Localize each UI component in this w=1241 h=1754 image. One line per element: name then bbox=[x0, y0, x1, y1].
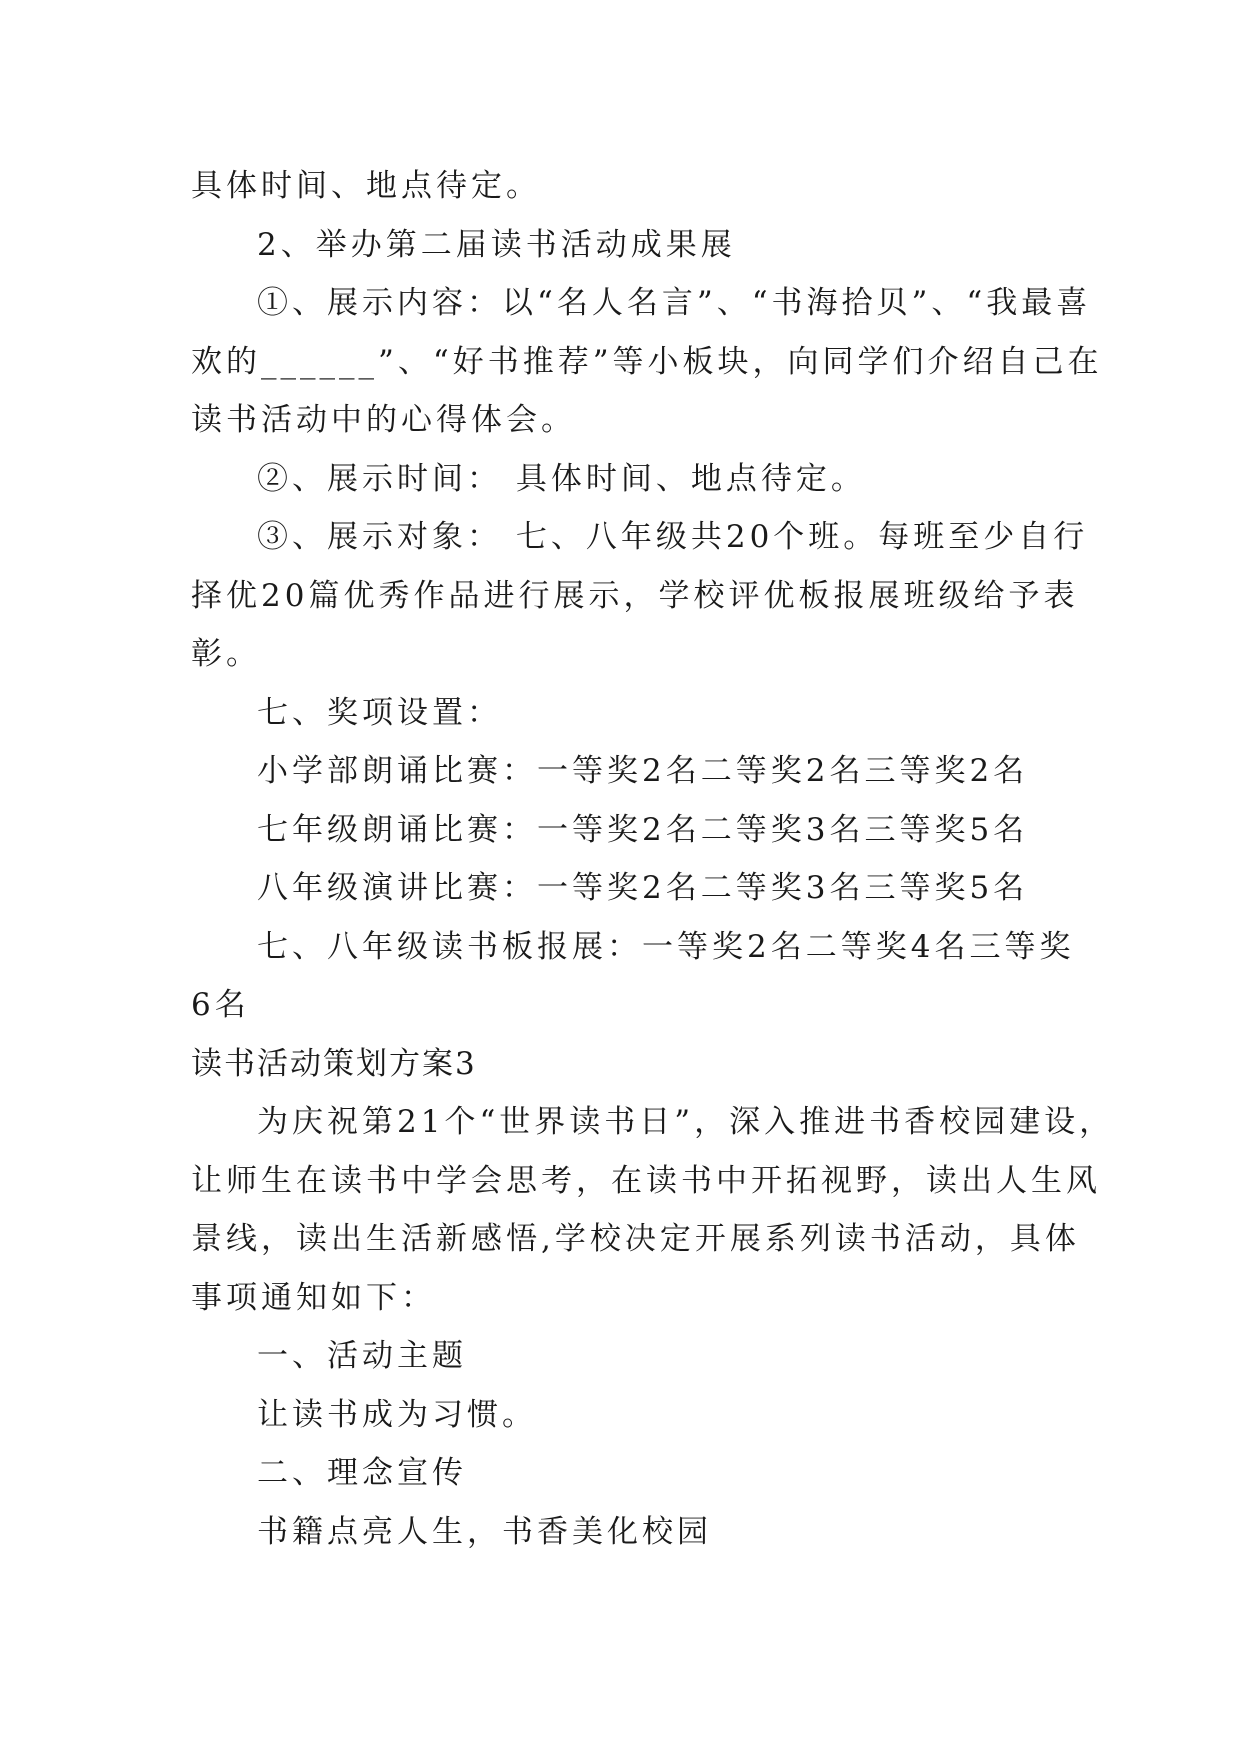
text-line: 为庆祝第21个“世界读书日”，深入推进书香校园建设， bbox=[257, 1104, 1115, 1140]
text-line: 景线，读出生活新感悟,学校决定开展系列读书活动，具体 bbox=[191, 1221, 1080, 1257]
text-line: 择优20篇优秀作品进行展示，学校评优板报展班级给予表 bbox=[191, 577, 1079, 614]
text-line: 6名 bbox=[191, 987, 250, 1023]
text-line: 读书活动中的心得体会。 bbox=[191, 402, 576, 438]
text-line: 彰。 bbox=[191, 636, 261, 672]
text-line: 小学部朗诵比赛：一等奖2名二等奖2名三等奖2名 bbox=[257, 753, 1029, 789]
text-line: 二、理念宣传 bbox=[257, 1455, 467, 1491]
text-line: 七、奖项设置： bbox=[257, 694, 502, 731]
document-page bbox=[191, 157, 1115, 1561]
text-line: 书籍点亮人生，书香美化校园 bbox=[257, 1513, 712, 1550]
text-line: 一、活动主题 bbox=[257, 1338, 467, 1374]
text-line: 让师生在读书中学会思考，在读书中开拓视野，读出人生风 bbox=[191, 1162, 1101, 1199]
text-line: ②、展示时间： 具体时间、地点待定。 bbox=[257, 460, 866, 497]
text-line: 事项通知如下： bbox=[191, 1279, 436, 1316]
text-line: 具体时间、地点待定。 bbox=[191, 168, 541, 204]
text-line: ①、展示内容：以“名人名言”、“书海拾贝”、“我最喜 bbox=[257, 285, 1092, 321]
text-line: 七、八年级读书板报展：一等奖2名二等奖4名三等奖 bbox=[257, 928, 1075, 965]
text-line: 让读书成为习惯。 bbox=[257, 1396, 537, 1433]
text-line: 八年级演讲比赛：一等奖2名二等奖3名三等奖5名 bbox=[257, 870, 1029, 906]
text-line: 七年级朗诵比赛：一等奖2名二等奖3名三等奖5名 bbox=[257, 811, 1029, 848]
section-title: 读书活动策划方案3 bbox=[191, 1045, 477, 1082]
text-line: ③、展示对象： 七、八年级共20个班。每班至少自行 bbox=[257, 519, 1089, 555]
text-line: 欢的______”、“好书推荐”等小板块，向同学们介绍自己在 bbox=[191, 343, 1103, 380]
text-line: 2、举办第二届读书活动成果展 bbox=[257, 226, 736, 263]
